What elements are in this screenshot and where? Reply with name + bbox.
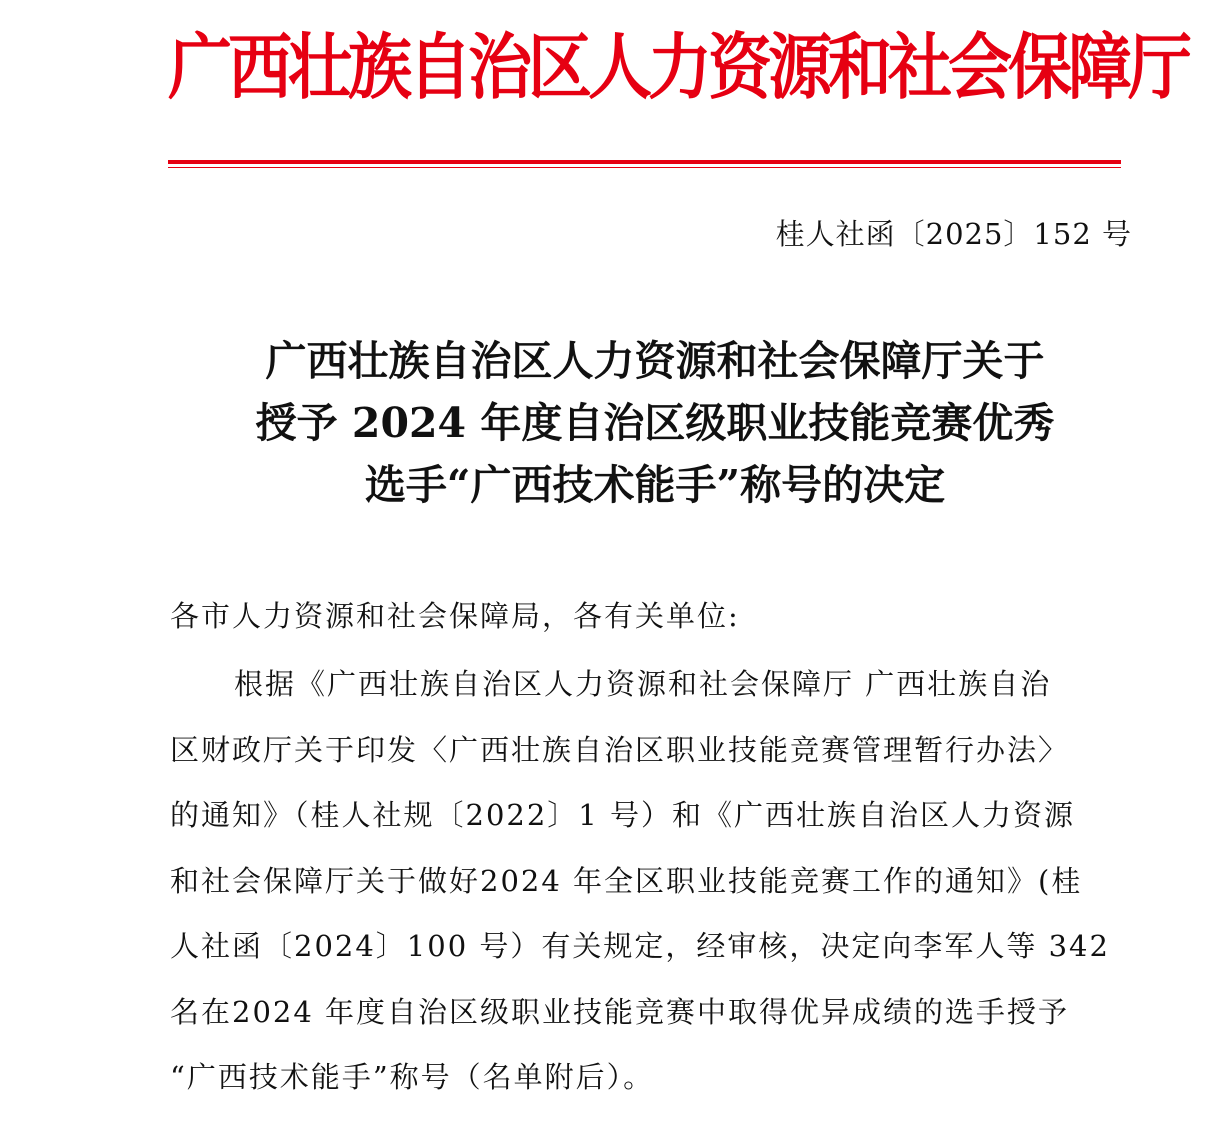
- body-line: 的通知》（桂人社规〔2022〕1 号）和《广西壮族自治区人力资源: [170, 798, 1075, 832]
- body-line: 根据《广西壮族自治区人力资源和社会保障厅 广西壮族自治: [234, 667, 1052, 701]
- body-line: “广西技术能手”称号（名单附后）。: [170, 1060, 655, 1094]
- red-divider-thick: [168, 160, 1121, 164]
- body-line: 名在2024 年度自治区级职业技能竞赛中取得优异成绩的选手授予: [170, 994, 1070, 1029]
- document-number: 桂人社函〔2025〕152 号: [775, 217, 1132, 251]
- body-text: [170, 664, 1140, 1123]
- body-line: 和社会保障厅关于做好2024 年全区职业技能竞赛工作的通知》(桂: [170, 863, 1083, 898]
- body-line: 区财政厅关于印发〈广西壮族自治区职业技能竞赛管理暂行办法〉: [170, 732, 1070, 767]
- red-divider-thin: [168, 167, 1121, 168]
- issuing-organization-header: 广西壮族自治区人力资源和社会保障厅: [168, 25, 1188, 110]
- title-line-1: 广西壮族自治区人力资源和社会保障厅关于: [265, 337, 1045, 385]
- body-line: 人社函〔2024〕100 号）有关规定，经审核，决定向李军人等 342: [170, 929, 1110, 963]
- title-line-2: 授予 2024 年度自治区级职业技能竞赛优秀: [255, 399, 1055, 447]
- document-title: [150, 330, 1160, 516]
- salutation: 各市人力资源和社会保障局，各有关单位:: [170, 599, 740, 633]
- title-line-3: 选手“广西技术能手”称号的决定: [364, 461, 946, 509]
